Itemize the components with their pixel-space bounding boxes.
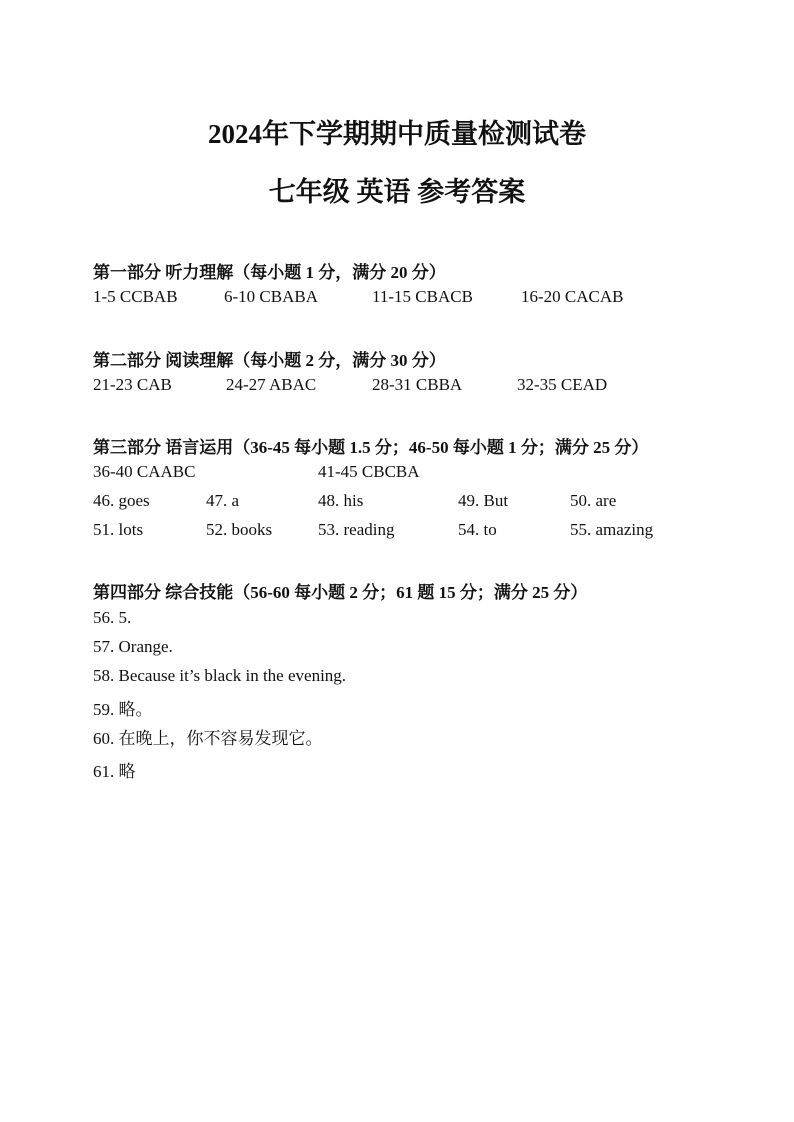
part3-heading: 第三部分 语言运用（36-45 每小题 1.5 分；46-50 每小题 1 分；满分 25 分）: [93, 438, 649, 457]
part2-answer: 28-31 CBBA: [372, 375, 463, 394]
part4-answer: 60. 在晚上，你不容易发现它。: [93, 729, 323, 748]
page-title: 2024年下学期期中质量检测试卷: [208, 119, 586, 149]
part1-answer: 16-20 CACAB: [521, 287, 624, 306]
part3-answer: 36-40 CAABC: [93, 462, 196, 481]
part4-answer: 57. Orange.: [93, 637, 173, 656]
part3-answer: 49. But: [458, 491, 509, 510]
part1-answer: 6-10 CBABA: [224, 287, 318, 306]
part4-answer: 58. Because it’s black in the evening.: [93, 666, 347, 685]
part3-answer: 53. reading: [318, 520, 395, 539]
part3-answer: 48. his: [318, 491, 364, 510]
part4-answer: 59. 略。: [93, 700, 153, 719]
part3-answer: 41-45 CBCBA: [318, 462, 420, 481]
part4-answer: 56. 5.: [93, 608, 132, 627]
part1-answer: 1-5 CCBAB: [93, 287, 178, 306]
part3-answer: 54. to: [458, 520, 497, 539]
part3-answer: 46. goes: [93, 491, 150, 510]
part2-answer: 24-27 ABAC: [226, 375, 317, 394]
part2-heading: 第二部分 阅读理解（每小题 2 分，满分 30 分）: [93, 351, 446, 370]
part1-heading: 第一部分 听力理解（每小题 1 分，满分 20 分）: [93, 263, 446, 282]
part2-answer: 21-23 CAB: [93, 375, 172, 394]
part3-answer: 55. amazing: [570, 520, 654, 539]
part1-answer: 11-15 CBACB: [372, 287, 473, 306]
part3-answer: 52. books: [206, 520, 273, 539]
part4-heading: 第四部分 综合技能（56-60 每小题 2 分；61 题 15 分；满分 25 分）: [93, 583, 588, 602]
page-subtitle: 七年级 英语 参考答案: [268, 177, 526, 207]
part2-answer: 32-35 CEAD: [517, 375, 608, 394]
part3-answer: 50. are: [570, 491, 617, 510]
part3-answer: 51. lots: [93, 520, 144, 539]
part4-answer: 61. 略: [93, 762, 136, 781]
part3-answer: 47. a: [206, 491, 240, 510]
